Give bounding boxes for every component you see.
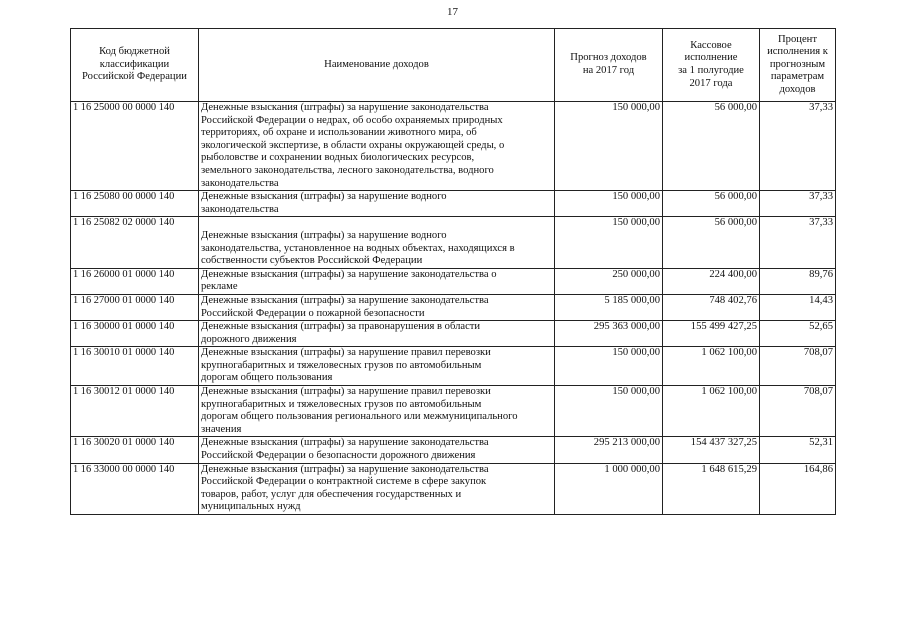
cell-name: [199, 437, 555, 463]
name-line: муниципальных нужд: [201, 501, 301, 513]
table-row: [71, 102, 836, 191]
header-line: на 2017 год: [582, 65, 635, 76]
name-line: территориях, об охране и использовании животного мира, об: [201, 127, 477, 139]
cell-name: [199, 386, 555, 437]
cell-name: [199, 347, 555, 386]
cell-cash: 748 402,76: [663, 294, 760, 320]
name-line: Денежные взыскания (штрафы) за правонарушения в области: [201, 321, 481, 333]
cell-name: [199, 463, 555, 514]
table-row: [71, 437, 836, 463]
cell-forecast: 5 185 000,00: [555, 294, 663, 320]
name-line: Денежные взыскания (штрафы) за нарушение правил перевозки: [201, 347, 491, 359]
name-line: Денежные взыскания (штрафы) за нарушение водного: [201, 229, 447, 241]
cell-forecast: 150 000,00: [555, 217, 663, 268]
table-body: [71, 102, 836, 515]
cell-cash: 155 499 427,25: [663, 321, 760, 347]
header-percent: [760, 29, 836, 102]
name-line: экологической экспертизе, в области охраны окружающей среды, о: [201, 139, 505, 151]
cell-name: [199, 294, 555, 320]
header-line: классификации: [99, 58, 170, 70]
name-line: дорожного движения: [201, 333, 297, 345]
table-row: [71, 463, 836, 514]
name-line: Российской Федерации о безопасности дорожного движения: [201, 450, 476, 462]
cell-code: 1 16 27000 01 0000 140: [71, 294, 199, 320]
cell-percent: 37,33: [760, 102, 836, 191]
name-line: Российской Федерации о пожарной безопасности: [201, 307, 425, 319]
cell-code: 1 16 30000 01 0000 140: [71, 321, 199, 347]
header-line: Процент: [778, 33, 817, 45]
cell-percent: 52,65: [760, 321, 836, 347]
cell-forecast: 295 213 000,00: [555, 437, 663, 463]
cell-code: 1 16 30020 01 0000 140: [71, 437, 199, 463]
cell-percent: 52,31: [760, 437, 836, 463]
name-line: Российской Федерации о недрах, об особо охраняемых природных: [201, 114, 503, 126]
name-line: Денежные взыскания (штрафы) за нарушение законодательства: [201, 294, 489, 306]
name-line: крупногабаритных и тяжеловесных грузов по автомобильным: [201, 398, 482, 410]
table-header-row: [71, 29, 836, 102]
cell-cash: 1 648 615,29: [663, 463, 760, 514]
name-line: значения: [201, 423, 242, 435]
name-line: Денежные взыскания (штрафы) за нарушение правил перевозки: [201, 386, 491, 398]
name-line: Денежные взыскания (штрафы) за нарушение законодательства: [201, 102, 489, 113]
header-line: доходов: [779, 83, 816, 95]
cell-name: [199, 191, 555, 217]
name-line: рекламе: [201, 281, 238, 293]
name-line: Денежные взыскания (штрафы) за нарушение законодательства: [201, 437, 489, 449]
name-line: [201, 217, 552, 230]
cell-code: 1 16 25000 00 0000 140: [71, 102, 199, 191]
cell-percent: 708,07: [760, 347, 836, 386]
cell-cash: 56 000,00: [663, 102, 760, 191]
name-line: собственности субъектов Российской Федерации: [201, 255, 423, 267]
name-line: товаров, работ, услуг для обеспечения государственных и: [201, 488, 462, 500]
header-line: Российской Федерации: [82, 71, 187, 83]
table-row: [71, 294, 836, 320]
table-row: [71, 347, 836, 386]
cell-forecast: 150 000,00: [555, 386, 663, 437]
cell-code: 1 16 25082 02 0000 140: [71, 217, 199, 268]
cell-name: [199, 268, 555, 294]
cell-code: 1 16 33000 00 0000 140: [71, 463, 199, 514]
name-line: рыболовстве и сохранении водных биологических ресурсов,: [201, 152, 475, 164]
cell-cash: 1 062 100,00: [663, 386, 760, 437]
cell-cash: 154 437 327,25: [663, 437, 760, 463]
header-line: за 1 полугодие: [678, 65, 744, 76]
name-line: дорогам общего пользования регионального или межмуниципального: [201, 411, 518, 423]
header-forecast: [555, 29, 663, 102]
header-code: [71, 29, 199, 102]
table-row: [71, 191, 836, 217]
cell-cash: 224 400,00: [663, 268, 760, 294]
header-line: Кассовое: [690, 39, 732, 51]
revenue-table: [70, 28, 836, 515]
name-line: дорогам общего пользования: [201, 372, 333, 384]
header-line: Код бюджетной: [99, 46, 170, 58]
name-line: Денежные взыскания (штрафы) за нарушение законодательства о: [201, 268, 497, 280]
cell-cash: 1 062 100,00: [663, 347, 760, 386]
name-line: законодательства, установленное на водных объектах, находящихся в: [201, 242, 515, 254]
cell-name: [199, 321, 555, 347]
header-line: исполнения к: [767, 46, 828, 58]
table-row: [71, 217, 836, 268]
name-line: Денежные взыскания (штрафы) за нарушение законодательства: [201, 463, 489, 475]
name-line: крупногабаритных и тяжеловесных грузов по автомобильным: [201, 359, 482, 371]
cell-name: [199, 102, 555, 191]
table-row: [71, 268, 836, 294]
cell-percent: 37,33: [760, 191, 836, 217]
cell-forecast: 150 000,00: [555, 347, 663, 386]
cell-forecast: 250 000,00: [555, 268, 663, 294]
cell-name: [199, 217, 555, 268]
name-line: Денежные взыскания (штрафы) за нарушение водного: [201, 191, 447, 203]
cell-forecast: 150 000,00: [555, 191, 663, 217]
header-line: исполнение: [684, 52, 738, 64]
cell-forecast: 1 000 000,00: [555, 463, 663, 514]
name-line: законодательства: [201, 177, 279, 189]
cell-percent: 37,33: [760, 217, 836, 268]
cell-percent: 89,76: [760, 268, 836, 294]
table-row: [71, 321, 836, 347]
cell-cash: 56 000,00: [663, 191, 760, 217]
cell-percent: 164,86: [760, 463, 836, 514]
cell-cash: 56 000,00: [663, 217, 760, 268]
name-line: Российской Федерации о контрактной системе в сфере закупок: [201, 476, 487, 488]
cell-code: 1 16 30010 01 0000 140: [71, 347, 199, 386]
name-line: земельного законодательства, лесного законодательства, водного: [201, 164, 494, 176]
table-row: [71, 386, 836, 437]
cell-forecast: 295 363 000,00: [555, 321, 663, 347]
page-number: 17: [447, 6, 458, 18]
header-line: прогнозным: [769, 58, 826, 70]
header-line: параметрам: [770, 71, 825, 83]
cell-code: 1 16 30012 01 0000 140: [71, 386, 199, 437]
header-line: Прогноз доходов: [570, 52, 647, 64]
header-name: Наименование доходов: [199, 29, 555, 102]
header-line: 2017 года: [689, 77, 733, 89]
cell-forecast: 150 000,00: [555, 102, 663, 191]
cell-percent: 708,07: [760, 386, 836, 437]
name-line: законодательства: [201, 203, 279, 215]
cell-code: 1 16 25080 00 0000 140: [71, 191, 199, 217]
cell-code: 1 16 26000 01 0000 140: [71, 268, 199, 294]
cell-percent: 14,43: [760, 294, 836, 320]
header-cash-execution: [663, 29, 760, 102]
